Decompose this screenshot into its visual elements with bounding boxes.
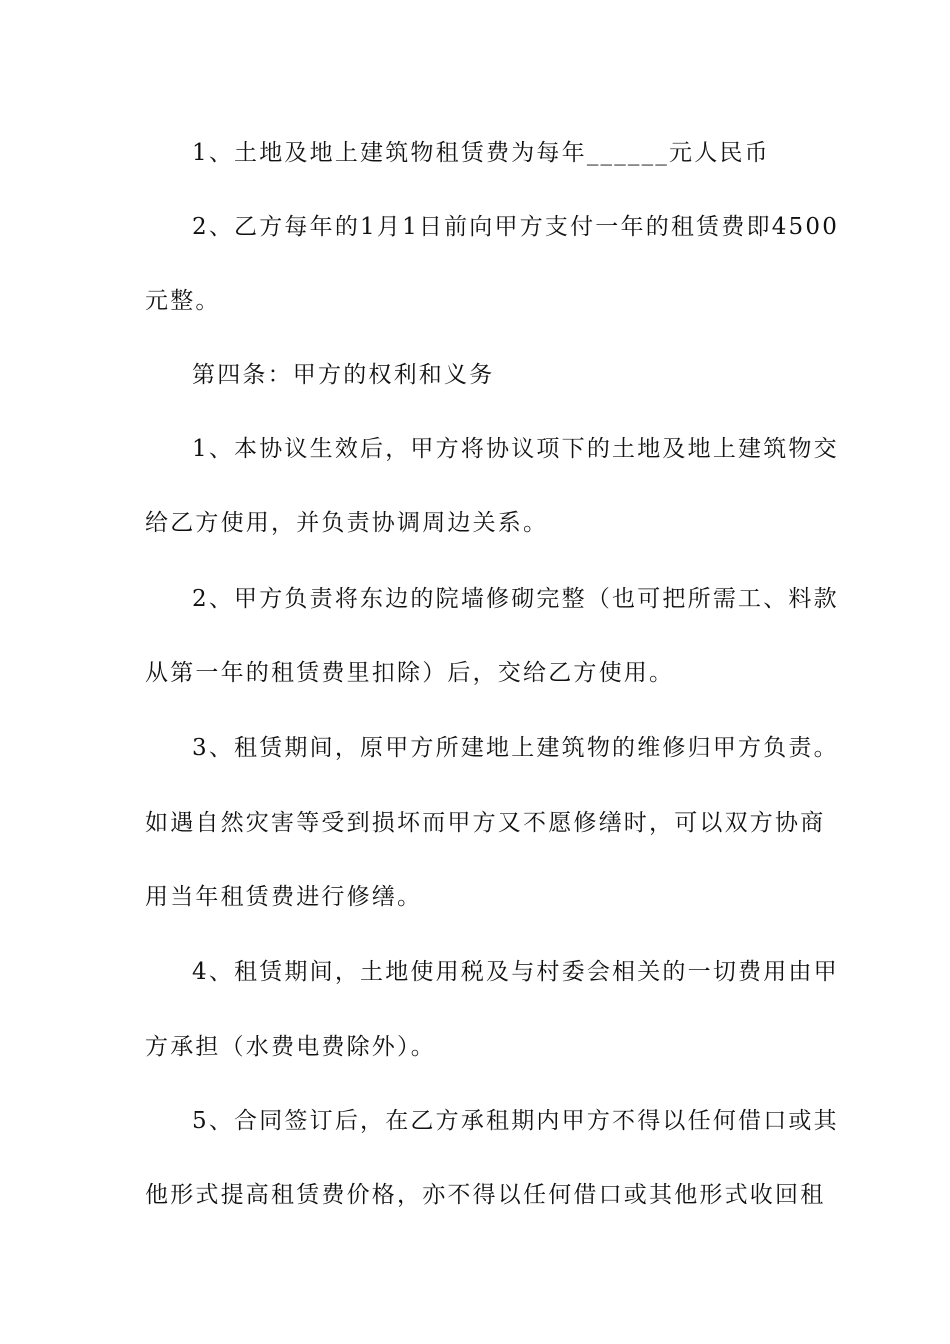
text-line-clause-3-start: 3、租赁期间，原甲方所建地上建筑物的维修归甲方负责。 xyxy=(192,735,839,761)
text-line-payment-date: 2、乙方每年的1月1日前向甲方支付一年的租赁费即4500 xyxy=(192,214,840,240)
text-line-clause-5-start: 5、合同签订后，在乙方承租期内甲方不得以任何借口或其 xyxy=(192,1108,839,1134)
text-line-clause-2-start: 2、甲方负责将东边的院墙修砌完整（也可把所需工、料款 xyxy=(192,586,839,612)
text-line-clause-5-continued: 他形式提高租赁费价格，亦不得以任何借口或其他形式收回租 xyxy=(145,1182,826,1208)
text-line-clause-1-start: 1、本协议生效后，甲方将协议项下的土地及地上建筑物交 xyxy=(192,436,839,462)
text-line-rent-fee: 1、土地及地上建筑物租赁费为每年______元人民币 xyxy=(192,140,770,166)
text-line-clause-4-start: 4、租赁期间，土地使用税及与村委会相关的一切费用由甲 xyxy=(192,959,839,985)
text-line-payment-amount-end: 元整。 xyxy=(145,288,221,314)
text-line-clause-3-end: 用当年租赁费进行修缮。 xyxy=(145,884,423,910)
section-heading-article-four: 第四条：甲方的权利和义务 xyxy=(192,362,495,388)
text-line-clause-3-middle: 如遇自然灾害等受到损坏而甲方又不愿修缮时，可以双方协商 xyxy=(145,810,826,836)
text-line-clause-4-end: 方承担（水费电费除外）。 xyxy=(145,1034,436,1060)
text-line-clause-1-end: 给乙方使用，并负责协调周边关系。 xyxy=(145,510,549,536)
text-line-clause-2-end: 从第一年的租赁费里扣除）后，交给乙方使用。 xyxy=(145,660,675,686)
